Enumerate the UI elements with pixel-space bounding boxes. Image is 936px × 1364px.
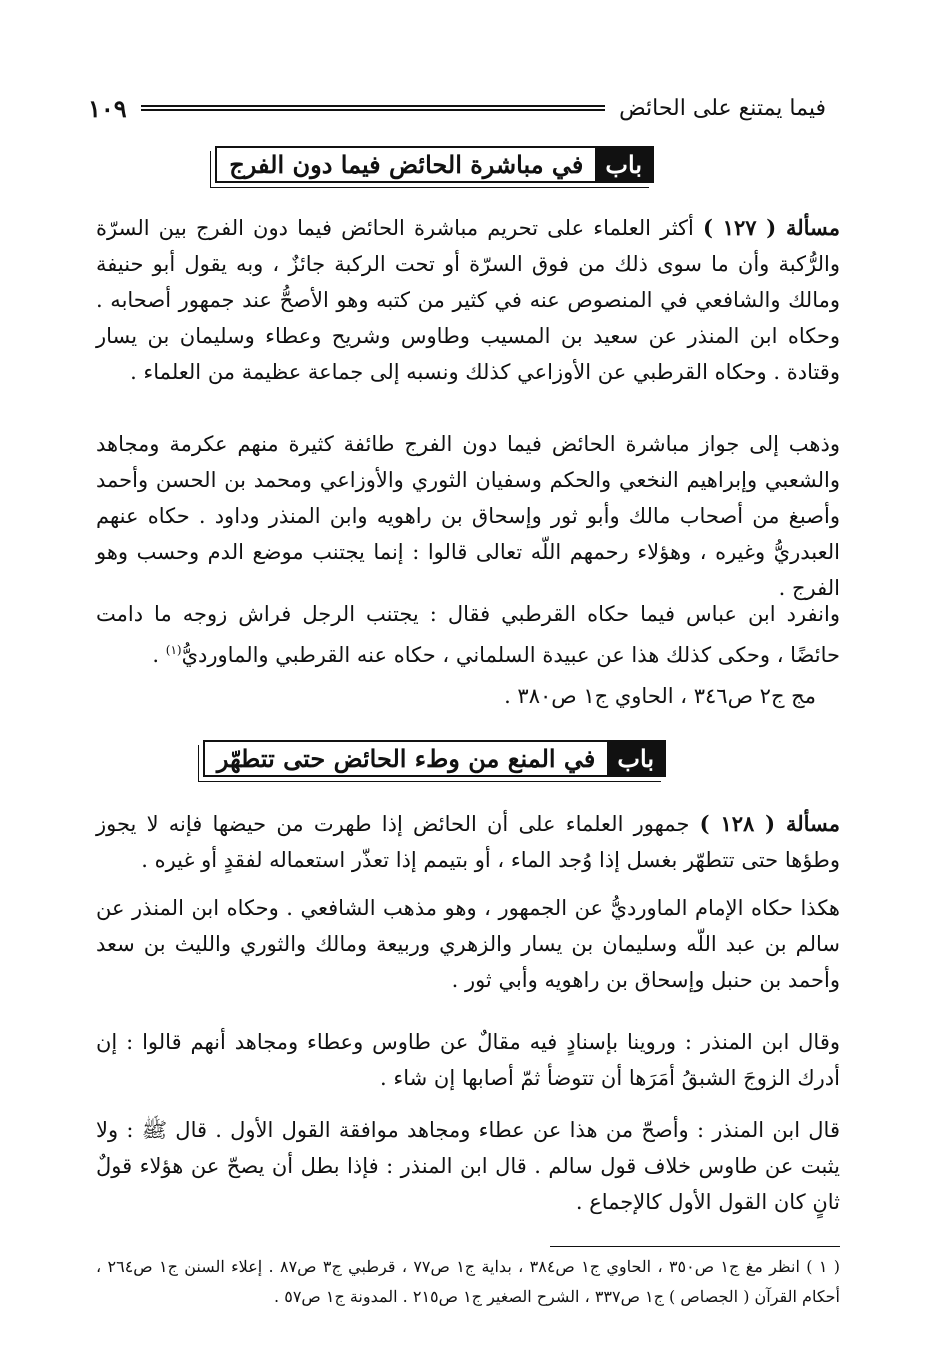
- chapter-tag-2: باب: [607, 742, 664, 775]
- page-number: ١٠٩: [88, 93, 127, 123]
- paragraph-text: وذهب إلى جواز مباشرة الحائض فيما دون الفرج طائفة كثيرة منهم عكرمة ومجاهد والشعبي وإبراهيم النخعي والحكم وسفيان الثوري والأوزاعي ومحمد بن الحسن وأحمد وأصبغ من أصحاب مالك وأبو ثور وإسحاق بن راهويه وابن المنذر وداود . حكاه عنهم العبدريُّ وغيره ، وهؤلاء رحمهم اللّه تعالى قالوا : إنما يجتنب موضع الدم وحسب وهو الفرج .: [96, 432, 840, 600]
- chapter-tag-1: باب: [595, 148, 652, 181]
- paragraph-text: وقال ابن المنذر : وروينا بإسنادٍ فيه مقالٌ عن طاوس وعطاء ومجاهد أنهم قالوا : إن أدرك الزوجَ الشبقُ أمَرَها أن تتوضأ ثمّ أصابها إن شاء .: [96, 1030, 840, 1090]
- reference-line: مج ج٢ ص٣٤٦ ، الحاوي ج١ ص٣٨٠ .: [504, 684, 816, 708]
- masala-label-128: مسألة ( ١٢٨ ): [699, 811, 840, 836]
- paragraph-mawardi: [96, 890, 840, 998]
- paragraph-ibn-mundhir-2: [96, 1112, 840, 1220]
- chapter-title-1: في مباشرة الحائض فيما دون الفرج: [229, 150, 584, 179]
- paragraph-text: جمهور العلماء على أن الحائض إذا طهرت من حيضها فإنه لا يجوز وطؤها حتى تتطهّر بغسل إذا وُجد الماء ، أو بتيمم إذا تعذّر استعماله لفقدٍ أو غيره .: [96, 812, 840, 872]
- footnote-text: ( ١ ) انظر مغ ج١ ص٣٥٠ ، الحاوي ج١ ص٣٨٤ ، بداية ج١ ص٧٧ ، قرطبي ج٣ ص٨٧ . إعلاء السنن ج١ ص٢٦٤ ، أحكام القرآن ( الجصاص ) ج١ ص٣٣٧ ، الشرح الصغير ج١ ص٢١٥ . المدونة ج١ ص٥٧ .: [96, 1257, 841, 1306]
- masala-label-127: مسألة ( ١٢٧ ): [703, 215, 840, 240]
- running-header: [88, 92, 826, 124]
- paragraph-text: وانفرد ابن عباس فيما حكاه القرطبي فقال : يجتنب الرجل فراش زوجه ما دامت حائضًا ، وحكى كذلك هذا عن عبيدة السلماني ، حكاه عنه القرطبي والماورديُّ: [96, 602, 840, 667]
- footnote-divider: [550, 1246, 840, 1247]
- chapter-heading-2: [203, 740, 666, 777]
- chapter-title-2: في المنع من وطء الحائض حتى تتطهّر: [216, 744, 596, 773]
- paragraph-ibn-mundhir-1: [96, 1024, 840, 1096]
- paragraph-masala-128: [96, 806, 840, 878]
- paragraph-end: .: [152, 643, 166, 667]
- paragraph-text: هكذا حكاه الإمام الماورديُّ عن الجمهور ، وهو مذهب الشافعي . وحكاه ابن المنذر عن سالم بن عبد اللّه وسليمان بن يسار والزهري وربيعة ومالك والثوري والليث بن سعد وأحمد بن حنبل وإسحاق بن راهويه وأبي ثور .: [96, 896, 840, 992]
- header-rule: [141, 105, 605, 111]
- paragraph-text: قال ابن المنذر : وأصحّ من هذا عن عطاء ومجاهد موافقة القول الأول . قال ﷺ : ولا يثبت عن طاوس خلاف قول سالم . قال ابن المنذر : فإذا بطل أن يصحّ عن هؤلاء قولٌ ثانٍ كان القول الأول كالإجماع .: [96, 1118, 840, 1214]
- paragraph-masala-127: [96, 210, 840, 390]
- paragraph-permissibility: [96, 426, 840, 606]
- chapter-heading-1: [215, 146, 654, 183]
- footnote-marker[interactable]: (١): [165, 643, 182, 657]
- paragraph-ibn-abbas: [96, 596, 840, 673]
- running-title: فيما يمتنع على الحائض: [619, 95, 826, 121]
- footnote: [96, 1252, 840, 1312]
- paragraph-text: أكثر العلماء على تحريم مباشرة الحائض فيما دون الفرج بين السرّة والرُّكبة وأن ما سوى ذلك من فوق السرّة أو تحت الركبة جائزٌ ، وبه يقول أبو حنيفة ومالك والشافعي في المنصوص عنه في كثير من كتبه وهو الأصحُّ عند جمهور أصحابه . وحكاه ابن المنذر عن سعيد بن المسيب وطاوس وشريح وعطاء وسليمان بن يسار وقتادة . وحكاه القرطبي عن الأوزاعي كذلك ونسبه إلى جماعة عظيمة من العلماء .: [96, 216, 840, 384]
